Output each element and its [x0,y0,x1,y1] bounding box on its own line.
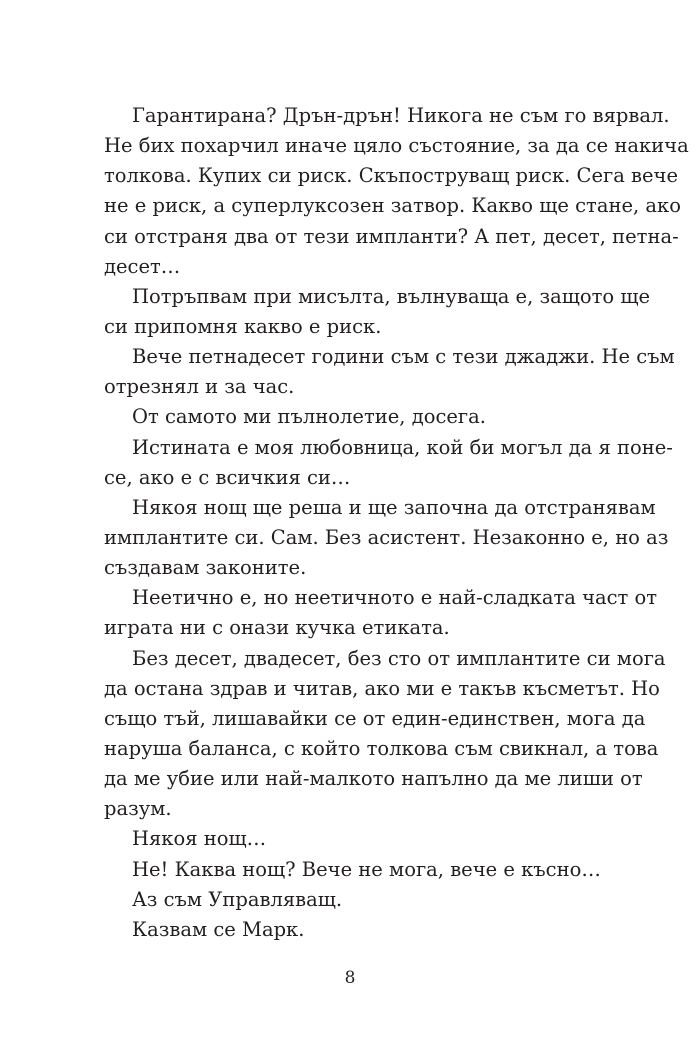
text-line: имплантите си. Сам. Без асистент. Незаконно е, но аз [104,525,669,549]
text-line: Някоя нощ ще реша и ще започна да отстранявам [132,495,656,519]
paragraph [104,493,669,583]
text-line: си отстраня два от тези импланти? А пет, десет, петна- [104,224,679,248]
paragraph [104,915,584,945]
text-line: Аз съм Управляващ. [132,887,343,911]
text-line: От самото ми пълнолетие, досега. [132,405,486,429]
text-line: играта ни с онази кучка етиката. [104,616,450,640]
text-line: си припомня какво е риск. [104,314,382,338]
text-line: създавам законите. [104,556,307,580]
paragraph [104,885,584,915]
text-line: Неетично е, но неетичното е най-сладката част от [132,586,658,610]
paragraph [104,101,689,282]
text-line: Не бих похарчил иначе цяло състояние, за да се накича [104,134,689,158]
text-line: Истината е моя любовница, кой би могъл да я поне- [132,435,673,459]
body-text [104,101,689,945]
text-line: Без десет, двадесет, без сто от имплантите си мога [132,646,666,670]
paragraph [104,282,651,342]
paragraph [104,855,601,885]
paragraph [104,402,584,432]
paragraph [104,342,675,402]
page-number: 8 [344,968,356,988]
text-line: Казвам се Марк. [132,917,305,941]
text-line: отрезнял и за час. [104,375,295,399]
paragraph [104,433,673,493]
text-line: също тъй, лишавайки се от един-единствен, мога да [104,706,646,730]
text-line: Не! Каква нощ? Вече не мога, вече е късно… [132,857,601,881]
text-line: наруша баланса, с който толкова съм свикнал, а това [104,736,659,760]
text-line: да остана здрав и читав, ако ми е такъв късметът. Но [104,676,660,700]
text-line: Някоя нощ… [132,827,267,851]
text-line: толкова. Купих си риск. Скъпоструващ риск. Сега вече [104,164,678,188]
text-line: не е риск, а суперлуксозен затвор. Какво ще стане, ако [104,194,681,218]
text-line: разум. [104,797,172,821]
text-line: десет… [104,254,181,278]
paragraph [104,824,584,854]
text-line: се, ако е с всичкия си… [104,465,351,489]
paragraph [104,644,666,825]
text-line: да ме убие или най-малкото напълно да ме лиши от [104,767,643,791]
text-line: Вече петнадесет години съм с тези джаджи. Не съм [132,345,675,369]
text-line: Потръпвам при мисълта, вълнуваща е, защото ще [132,284,651,308]
paragraph [104,583,658,643]
text-line: Гарантирана? Дрън-дрън! Никога не съм го вярвал. [132,104,670,127]
